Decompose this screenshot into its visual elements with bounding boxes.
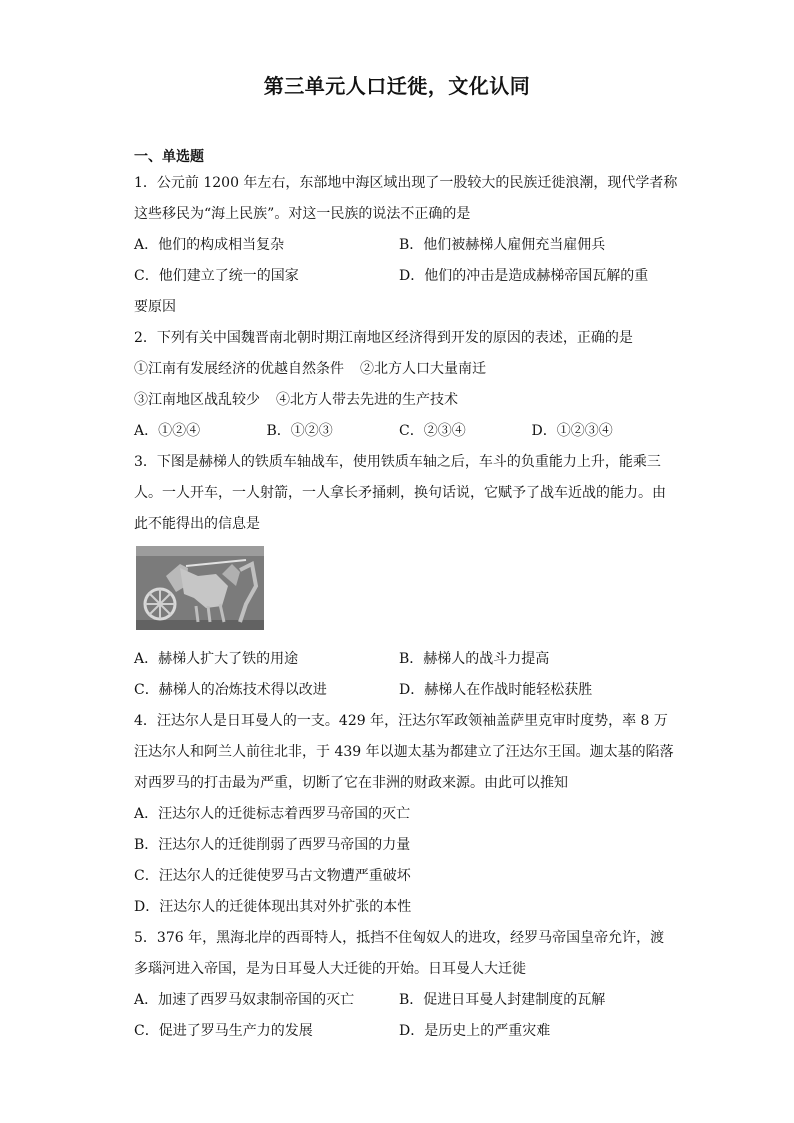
- question-2: [134, 323, 664, 447]
- option-b: B．汪达尔人的迁徙削弱了西罗马帝国的力量: [134, 837, 411, 853]
- option-a: A．赫梯人扩大了铁的用途: [134, 651, 299, 667]
- statement-3: ③江南地区战乱较少: [134, 392, 260, 408]
- question-stem: 5．376 年，黑海北岸的西哥特人，抵挡不住匈奴人的进攻，经罗马帝国皇帝允许，渡: [134, 930, 665, 946]
- option-d-continued: 要原因: [134, 299, 176, 315]
- question-stem: 2．下列有关中国魏晋南北朝时期江南地区经济得到开发的原因的表述，正确的是: [134, 330, 633, 346]
- statement-1: ①江南有发展经济的优越自然条件: [134, 361, 344, 377]
- option-c: C．②③④: [399, 423, 466, 439]
- option-b: B．①②③: [266, 423, 333, 439]
- question-stem: 3．下图是赫梯人的铁质车轴战车，使用铁质车轴之后，车斗的负重能力上升，能乘三: [134, 454, 661, 470]
- option-d: D．汪达尔人的迁徙体现出其对外扩张的本性: [134, 899, 412, 915]
- question-stem: 汪达尔人和阿兰人前往北非，于 439 年以迦太基为都建立了汪达尔王国。迦太基的陷落: [134, 744, 674, 760]
- option-d: D．①②③④: [531, 423, 613, 439]
- question-stem: 这些移民为“海上民族”。对这一民族的说法不正确的是: [134, 206, 471, 222]
- option-b: B．他们被赫梯人雇佣充当雇佣兵: [399, 237, 606, 253]
- question-1: [134, 168, 678, 323]
- option-c: C．促进了罗马生产力的发展: [134, 1023, 313, 1039]
- option-a: A．他们的构成相当复杂: [134, 237, 285, 253]
- question-stem: 此不能得出的信息是: [134, 516, 260, 532]
- option-c: C．汪达尔人的迁徙使罗马古文物遭严重破坏: [134, 868, 411, 884]
- option-a: A．加速了西罗马奴隶制帝国的灭亡: [134, 992, 355, 1008]
- option-c: C．他们建立了统一的国家: [134, 268, 299, 284]
- option-d: D．赫梯人在作战时能轻松获胜: [399, 682, 593, 698]
- statement-4: ④北方人带去先进的生产技术: [276, 392, 458, 408]
- question-list: [134, 168, 678, 1047]
- question-stem: 人。一人开车，一人射箭，一人拿长矛捅刺，换句话说，它赋予了战车近战的能力。由: [134, 485, 666, 501]
- statement-2: ②北方人口大量南迁: [360, 361, 486, 377]
- section-heading: 一、单选题: [134, 149, 204, 165]
- question-5: [134, 923, 664, 1047]
- question-stem: 1．公元前 1200 年左右，东部地中海区域出现了一股较大的民族迁徙浪潮，现代学者称: [134, 175, 678, 191]
- option-b: B．赫梯人的战斗力提高: [399, 651, 550, 667]
- question-4: [134, 706, 674, 923]
- option-d: D．他们的冲击是造成赫梯帝国瓦解的重: [399, 268, 649, 284]
- option-d: D．是历史上的严重灾难: [399, 1023, 551, 1039]
- option-a: A．汪达尔人的迁徙标志着西罗马帝国的灭亡: [134, 806, 411, 822]
- question-3: [134, 447, 664, 706]
- chariot-relief-image: [136, 546, 264, 630]
- question-stem: 4．汪达尔人是日耳曼人的一支。429 年，汪达尔军政领袖盖萨里克审时度势，率 8 万: [134, 713, 668, 729]
- option-a: A．①②④: [134, 423, 201, 439]
- option-b: B．促进日耳曼人封建制度的瓦解: [399, 992, 606, 1008]
- question-stem: 对西罗马的打击最为严重，切断了它在非洲的财政来源。由此可以推知: [134, 775, 568, 791]
- option-c: C．赫梯人的冶炼技术得以改进: [134, 682, 327, 698]
- question-stem: 多瑙河进入帝国，是为日耳曼人大迁徙的开始。日耳曼人大迁徙: [134, 961, 526, 977]
- page-title: 第三单元人口迁徙，文化认同: [263, 74, 531, 98]
- stone-relief-icon: [136, 546, 264, 630]
